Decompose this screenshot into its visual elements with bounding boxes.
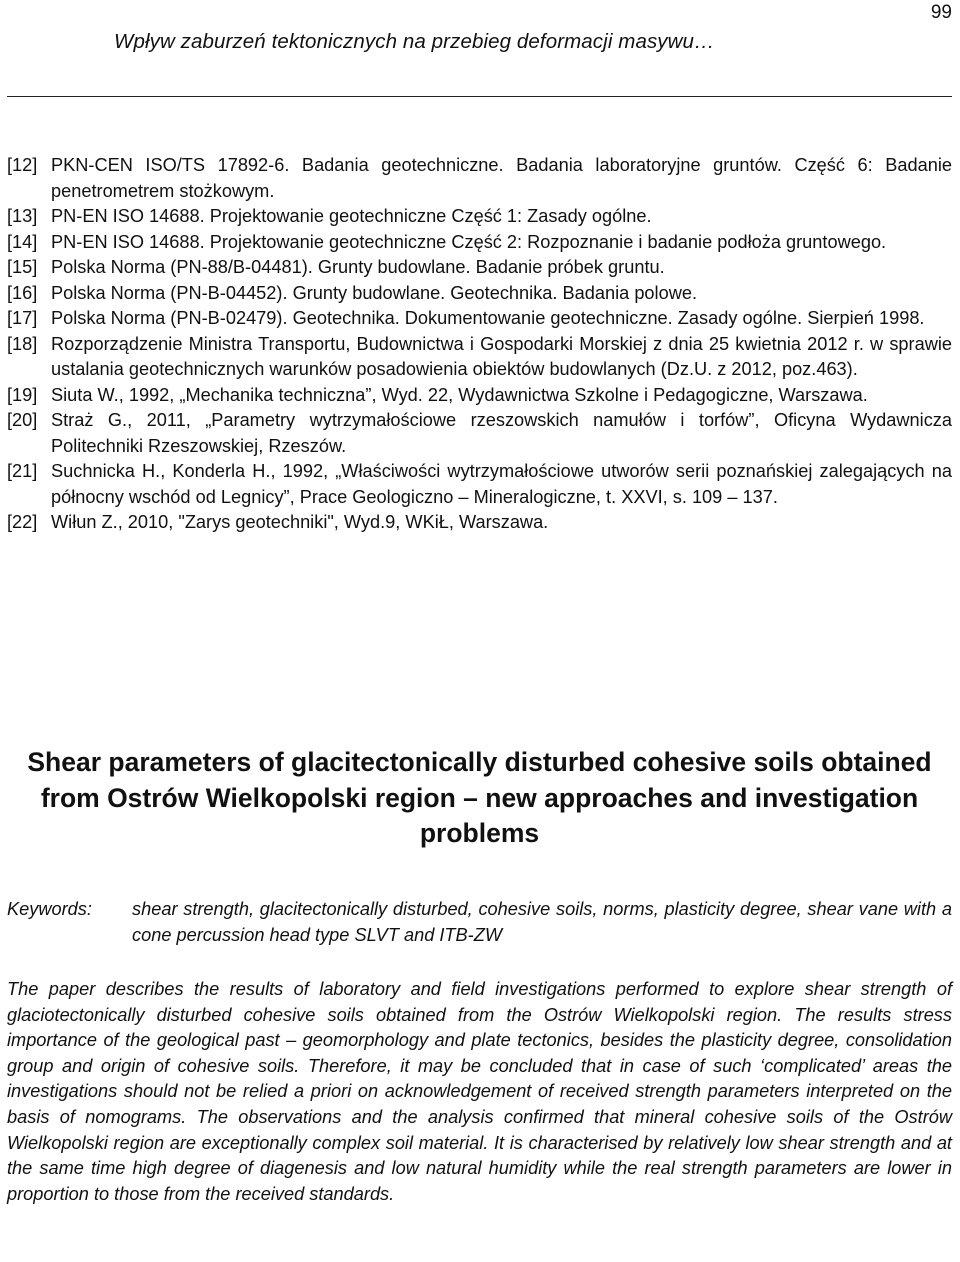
reference-number: [18] xyxy=(7,333,38,354)
keywords-label: Keywords: xyxy=(7,899,92,919)
reference-item xyxy=(7,332,952,383)
reference-number: [22] xyxy=(7,512,38,532)
abstract: The paper describes the results of laboratory and field investigations performed to explore shear strength of glaciotectonically disturbed cohesive soils obtained from the Ostrów Wielkopolski region. The results stress importance of the geological past – geomorphology and plate tectonics, besides the plasticity degree, consolidation group and origin of cohesive soils. Therefore, it may be concluded that in case of such ‘complicated’ areas the investigations should not be relied a priori on acknowledgement of received strength parameters interpreted on the basis of nomograms. The observations and the analysis confirmed that mineral cohesive soils of the Ostrów Wielkopolski region are exceptionally complex soil material. It is characterised by relatively low shear strength and at the same time high degree of diagenesis and low natural humidity while the real strength parameters are lower in proportion to those from the received standards. xyxy=(7,979,952,1204)
page-number: 99 xyxy=(930,2,952,23)
reference-item xyxy=(7,408,952,459)
reference-number: [12] xyxy=(7,155,38,175)
reference-item xyxy=(7,255,952,281)
reference-item xyxy=(7,204,952,230)
reference-text: Straż G., 2011, „Parametry wytrzymałościowe rzeszowskich namułów i torfów”, Oficyna Wydawnicza Politechniki Rzeszowskiej, Rzeszów. xyxy=(51,410,952,456)
reference-number: [13] xyxy=(7,206,38,226)
reference-text: Polska Norma (PN-B-02479). Geotechnika. Dokumentowanie geotechniczne. Zasady ogólne. Sierpień 1998. xyxy=(51,308,925,328)
reference-item xyxy=(7,510,952,536)
reference-number: [15] xyxy=(7,257,38,277)
reference-text: Rozporządzenie Ministra Transportu, Budownictwa i Gospodarki Morskiej z dnia 25 kwietnia 2012 r. w sprawie ustalania geotechnicznych warunków posadowienia obiektów budowlanych (Dz.U. z 2012, poz.463). xyxy=(51,333,952,379)
reference-item xyxy=(7,281,952,307)
reference-item xyxy=(7,459,952,510)
reference-text: PN-EN ISO 14688. Projektowanie geotechniczne Część 2: Rozpoznanie i badanie podłoża gruntowego. xyxy=(51,231,887,252)
reference-number: [21] xyxy=(7,461,38,481)
reference-item xyxy=(7,306,952,332)
reference-item xyxy=(7,383,952,409)
reference-text: Suchnicka H., Konderla H., 1992, „Właściwości wytrzymałościowe utworów serii poznańskiej zalegających na północny wschód od Legnicy”, Prace Geologiczno – Mineralogiczne, t. XXVI, s. 109 – 137. xyxy=(51,461,952,507)
reference-text: Wiłun Z., 2010, "Zarys geotechniki", Wyd.9, WKiŁ, Warszawa. xyxy=(51,512,549,532)
reference-text: Siuta W., 1992, „Mechanika techniczna”, Wyd. 22, Wydawnictwa Szkolne i Pedagogiczne, Warszawa. xyxy=(51,384,868,405)
running-header: Wpływ zaburzeń tektonicznych na przebieg deformacji masywu… xyxy=(114,30,715,53)
reference-number: [17] xyxy=(7,308,38,328)
keywords-text: shear strength, glacitectonically disturbed, cohesive soils, norms, plasticity degree, shear vane with a cone percussion head type SLVT and ITB-ZW xyxy=(132,899,952,945)
reference-item xyxy=(7,153,952,204)
reference-text: Polska Norma (PN-B-04452). Grunty budowlane. Geotechnika. Badania polowe. xyxy=(51,282,698,303)
reference-text: Polska Norma (PN-88/B-04481). Grunty budowlane. Badanie próbek gruntu. xyxy=(51,257,665,277)
reference-item xyxy=(7,230,952,256)
reference-number: [20] xyxy=(7,410,38,430)
reference-text: PN-EN ISO 14688. Projektowanie geotechniczne Część 1: Zasady ogólne. xyxy=(51,206,652,226)
reference-number: [16] xyxy=(7,282,38,303)
reference-number: [14] xyxy=(7,231,38,252)
english-title: Shear parameters of glacitectonically disturbed cohesive soils obtained from Ostrów Wielkopolski region – new approaches and investigation problems xyxy=(27,747,932,848)
reference-number: [19] xyxy=(7,384,38,405)
reference-list xyxy=(7,153,952,536)
keywords xyxy=(7,897,952,948)
header-rule xyxy=(7,96,952,97)
reference-text: PKN-CEN ISO/TS 17892-6. Badania geotechniczne. Badania laboratoryjne gruntów. Część 6: Badanie penetrometrem stożkowym. xyxy=(51,155,952,201)
